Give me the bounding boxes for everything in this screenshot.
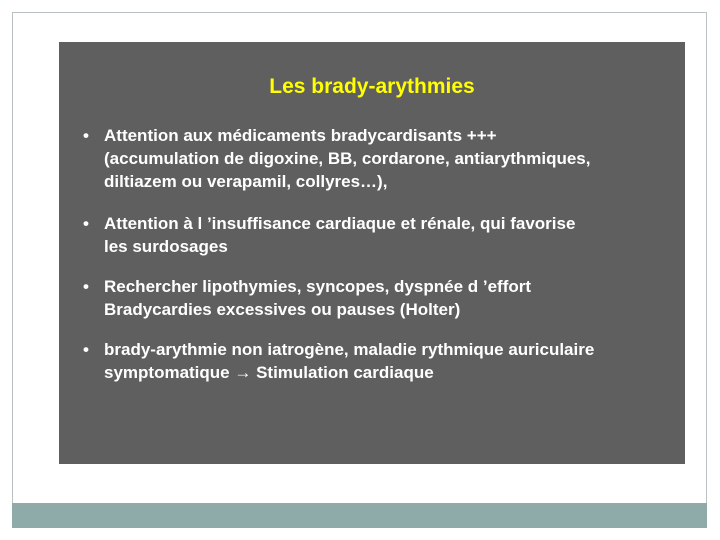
bullet-line: les surdosages (104, 237, 228, 256)
bullet-line: brady-arythmie non iatrogène, maladie rythmique auriculaire (104, 340, 595, 359)
bullet-line: Rechercher lipothymies, syncopes, dyspnée d ’effort (104, 277, 532, 296)
bullet-dot: • (83, 277, 89, 296)
bullet-line: Bradycardies excessives ou pauses (Holter) (104, 300, 461, 319)
bullet-dot: • (83, 126, 89, 145)
bullet-dot: • (83, 214, 89, 233)
bullet-line: Attention à l ’insuffisance cardiaque et rénale, qui favorise (104, 214, 576, 233)
bullet-line: Attention aux médicaments bradycardisants +++ (104, 126, 497, 145)
slide-title: Les brady-arythmies (269, 75, 475, 98)
content-panel (59, 42, 685, 464)
footer-bar (12, 503, 707, 528)
bullet-dot: • (83, 340, 89, 359)
bullet-line: diltiazem ou verapamil, collyres…), (104, 172, 388, 191)
bullet-line: (accumulation de digoxine, BB, cordarone, antiarythmiques, (104, 149, 591, 168)
bullet-line: symptomatique → Stimulation cardiaque (104, 363, 434, 382)
